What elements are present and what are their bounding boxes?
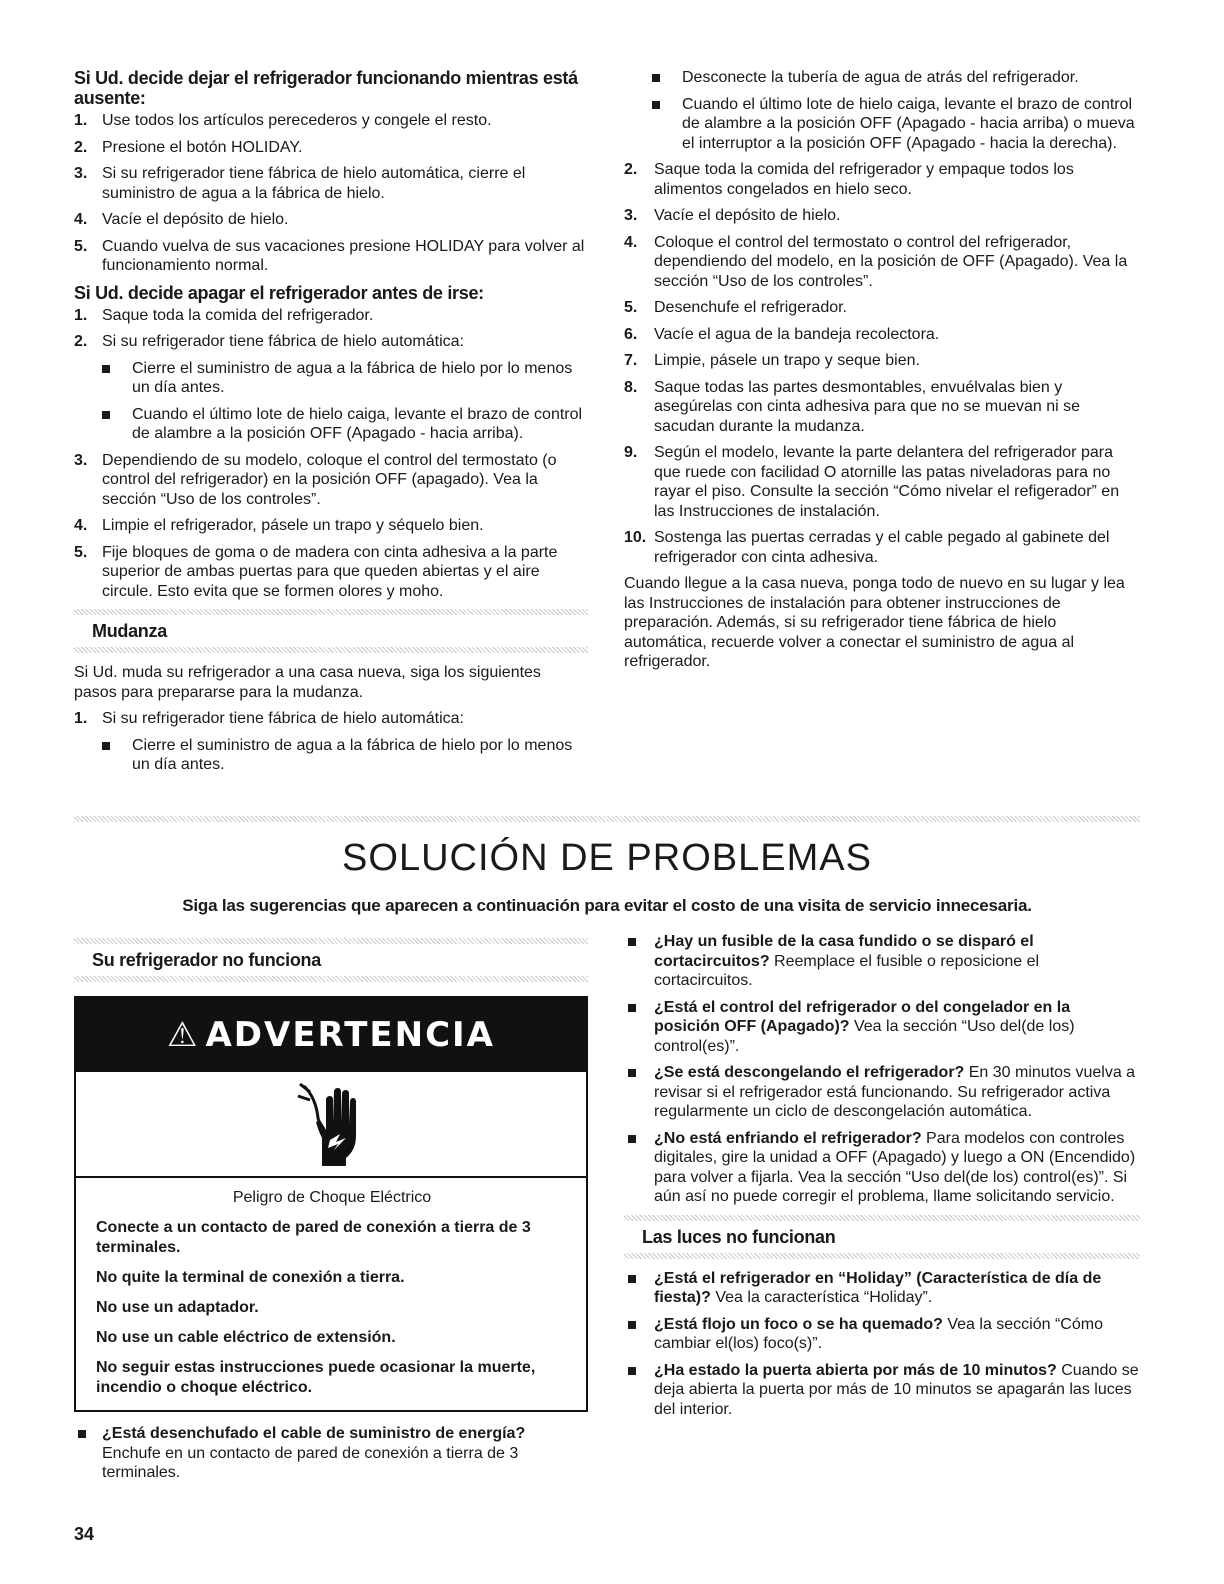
list-item: ¿Hay un fusible de la casa fundido o se disparó el cortacircuitos? Reemplace el fusible o reposicione el cortacircuitos. bbox=[624, 932, 1140, 991]
warning-triangle-icon: ⚠ bbox=[166, 1015, 200, 1055]
list-moving-steps bbox=[624, 160, 1140, 567]
right-bottom-column bbox=[624, 932, 1140, 1426]
section-header-lights bbox=[624, 1215, 1140, 1259]
heading-leave-running: Si Ud. decide dejar el refrigerador funcionando mientras está ausente: bbox=[74, 68, 578, 108]
list-item: 2. Presione el botón HOLIDAY. bbox=[74, 138, 303, 156]
list-item: ¿No está enfriando el refrigerador? Para modelos con controles digitales, gire la unidad a OFF (Apagado) y luego a ON (Encendido) para volver a fijarla. Vea la sección “Uso del(de los) control(es)”. Si aún así no puede corregir el problema, llame solicitando servicio. bbox=[624, 1129, 1140, 1207]
list-item: ¿Está flojo un foco o se ha quemado? Vea la sección “Cómo cambiar el(los) foco(s)”. bbox=[624, 1315, 1140, 1354]
list-item: ¿Está desenchufado el cable de suministro de energía? Enchufe en un contacto de pared de conexión a tierra de 3 terminales. bbox=[74, 1424, 588, 1483]
left-bottom-column bbox=[74, 938, 588, 1490]
warning-line: No quite la terminal de conexión a tierra. bbox=[96, 1269, 405, 1286]
troubleshooting-list bbox=[624, 932, 1140, 1207]
list-item: 4. Coloque el control del termostato o control del refrigerador, dependiendo del modelo, en la posición de OFF (Apagado). Vea la sección “Uso de los controles”. bbox=[624, 233, 1128, 290]
list-item: 3. Si su refrigerador tiene fábrica de hielo automática, cierre el suministro de agua a la fábrica de hielo. bbox=[74, 165, 526, 202]
list-item: 3. Dependiendo de su modelo, coloque el control del termostato (o control del refrigerador) en la posición OFF (apagado). Vea la sección “Uso de los controles”. bbox=[74, 451, 557, 508]
section-title: Las luces no funcionan bbox=[642, 1226, 836, 1247]
warning-label: ADVERTENCIA bbox=[205, 1015, 495, 1055]
list-item: 8. Saque todas las partes desmontables, envuélvalas bien y asegúrelas con cinta adhesiva para que no se muevan ni se sacudan durante la mudanza. bbox=[624, 378, 1081, 435]
right-top-column bbox=[624, 68, 1140, 672]
list-mudanza bbox=[74, 709, 588, 775]
list-item: 1. Use todos los artículos perecederos y congele el resto. bbox=[74, 112, 492, 129]
warning-header bbox=[76, 998, 586, 1072]
list-turn-off bbox=[74, 306, 588, 602]
list-item: ¿Está el control del refrigerador o del congelador en la posición OFF (Apagado)? Vea la sección “Uso del(de los) control(es)”. bbox=[624, 998, 1140, 1057]
electric-shock-hand-icon bbox=[296, 1078, 366, 1170]
list-item: 4. Vacíe el depósito de hielo. bbox=[74, 211, 289, 228]
bullet-item: Cuando el último lote de hielo caiga, levante el brazo de control de alambre a la posición OFF (Apagado - hacia arriba) o mueva el interruptor a la posición OFF (Apagado - hacia la derecha). bbox=[624, 95, 1140, 154]
bullets-moving bbox=[624, 68, 1140, 153]
list-item: 5. Fije bloques de goma o de madera con cinta adhesiva a la parte superior de ambas puertas para que queden abiertas y el aire circule. Esto evita que se formen olores y moho. bbox=[74, 543, 558, 600]
list-item: ¿Ha estado la puerta abierta por más de 10 minutos? Cuando se deja abierta la puerta por más de 10 minutos se apagarán las luces del interior. bbox=[624, 1361, 1140, 1420]
list-item: 2. Saque toda la comida del refrigerador y empaque todos los alimentos congelados en hielo seco. bbox=[624, 161, 1074, 198]
section-title: Su refrigerador no funciona bbox=[92, 950, 321, 970]
warning-box bbox=[74, 996, 588, 1412]
list-item: 1. Si su refrigerador tiene fábrica de hielo automática: bbox=[74, 710, 464, 727]
mudanza-intro: Si Ud. muda su refrigerador a una casa nueva, siga los siguientes pasos para prepararse para la mudanza. bbox=[74, 664, 541, 701]
page-title: SOLUCIÓN DE PROBLEMAS bbox=[342, 837, 872, 879]
hazard-title: Peligro de Choque Eléctrico bbox=[232, 1189, 432, 1206]
section-header-mudanza bbox=[74, 609, 588, 653]
section-title: Mudanza bbox=[92, 621, 167, 641]
closing-paragraph: Cuando llegue a la casa nueva, ponga todo de nuevo en su lugar y lea las Instrucciones de instalación para obtener instrucciones de preparación. Además, si su refrigerador tiene fábrica de hielo automática, recuerde volver a conectar el suministro de agua al refrigerador. bbox=[624, 575, 1125, 670]
list-item: 3. Vacíe el depósito de hielo. bbox=[624, 207, 841, 224]
list-item: 2. Si su refrigerador tiene fábrica de hielo automática: bbox=[74, 333, 464, 350]
list-item: 9. Según el modelo, levante la parte delantera del refrigerador para que ruede con facilidad O atornille las patas niveladoras para no rayar el piso. Consulte la sección “Cómo nivelar el refigerador” en las Instrucciones de instalación. bbox=[624, 444, 1120, 520]
bullet-item: Cuando el último lote de hielo caiga, levante el brazo de control de alambre a la posición OFF (Apagado - hacia arriba). bbox=[74, 405, 588, 444]
list-item: ¿Se está descongelando el refrigerador? En 30 minutos vuelva a revisar si el refrigerador está funcionando. Su refrigerador activa regularmente un ciclo de descongelación automática. bbox=[624, 1063, 1140, 1122]
bullet-item: Desconecte la tubería de agua de atrás del refrigerador. bbox=[624, 68, 1140, 88]
electric-shock-icon-area bbox=[76, 1072, 586, 1178]
troubleshooting-list bbox=[74, 1424, 588, 1483]
bullet-item: Cierre el suministro de agua a la fábrica de hielo por lo menos un día antes. bbox=[74, 359, 588, 398]
warning-body bbox=[76, 1178, 586, 1410]
list-item: 7. Limpie, pásele un trapo y seque bien. bbox=[624, 352, 920, 369]
list-item: ¿Está el refrigerador en “Holiday” (Característica de día de fiesta)? Vea la característica “Holiday”. bbox=[624, 1269, 1140, 1308]
list-item: 5. Desenchufe el refrigerador. bbox=[624, 299, 847, 316]
lights-list bbox=[624, 1269, 1140, 1420]
list-item: 5. Cuando vuelva de sus vacaciones presione HOLIDAY para volver al funcionamiento normal. bbox=[74, 237, 585, 274]
warning-line: Conecte a un contacto de pared de conexión a tierra de 3 terminales. bbox=[96, 1219, 531, 1256]
left-top-column bbox=[74, 68, 588, 782]
page-number: 34 bbox=[74, 1524, 95, 1544]
bullet-item: Cierre el suministro de agua a la fábrica de hielo por lo menos un día antes. bbox=[74, 736, 588, 775]
warning-line: No use un adaptador. bbox=[96, 1299, 259, 1316]
list-item: 6. Vacíe el agua de la bandeja recolectora. bbox=[624, 325, 940, 343]
warning-line: No use un cable eléctrico de extensión. bbox=[96, 1329, 396, 1346]
list-item: 1. Saque toda la comida del refrigerador. bbox=[74, 306, 374, 324]
list-leave-running bbox=[74, 111, 588, 276]
list-item: 4. Limpie el refrigerador, pásele un trapo y séquelo bien. bbox=[74, 517, 484, 534]
section-header-not-working bbox=[74, 938, 588, 982]
section-divider bbox=[74, 816, 1140, 822]
page-subtitle: Siga las sugerencias que aparecen a continuación para evitar el costo de una visita de servicio innecesaria. bbox=[182, 896, 1032, 915]
heading-turn-off: Si Ud. decide apagar el refrigerador antes de irse: bbox=[74, 282, 484, 303]
warning-line: No seguir estas instrucciones puede ocasionar la muerte, incendio o choque eléctrico. bbox=[96, 1359, 536, 1396]
list-item: 10. Sostenga las puertas cerradas y el cable pegado al gabinete del refrigerador con cinta adhesiva. bbox=[624, 529, 1110, 566]
